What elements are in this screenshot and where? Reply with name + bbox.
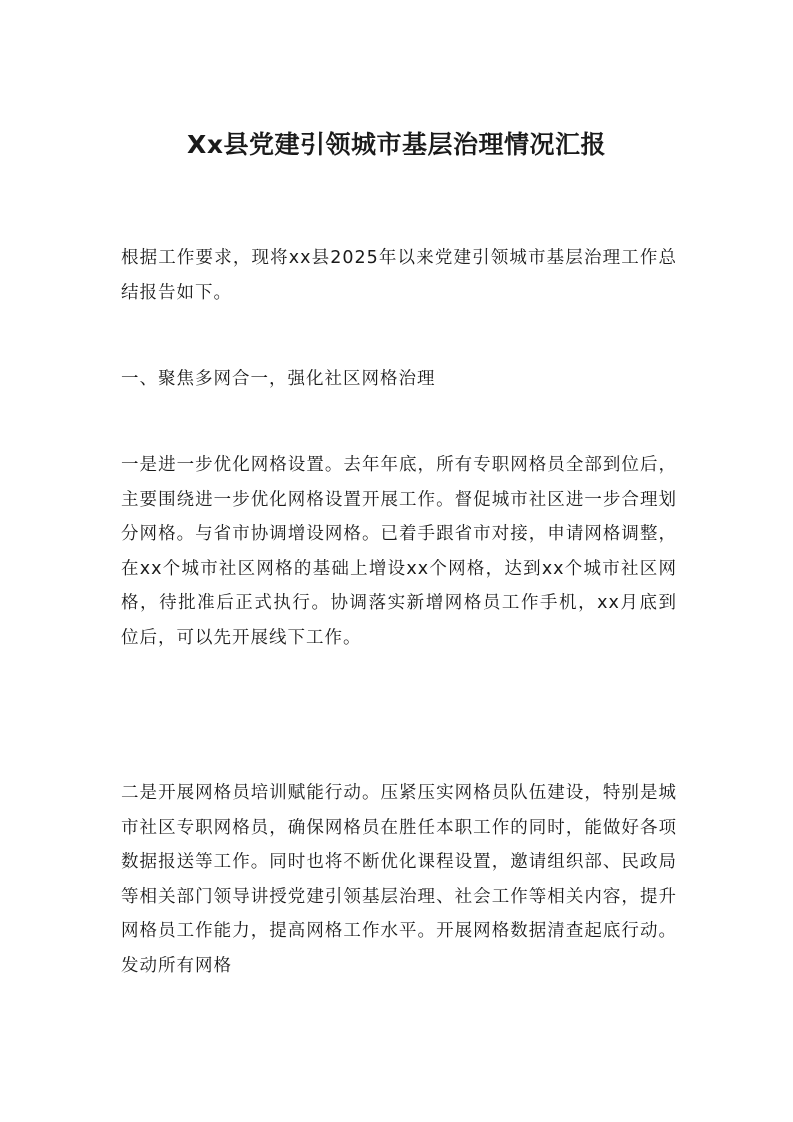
body-paragraph-2: 二是开展网格员培训赋能行动。压紧压实网格员队伍建设，特别是城市社区专职网格员，确保网格员在胜任本职工作的同时，能做好各项数据报送等工作。同时也将不断优化课程设置，邀请组织部、民政局等相关部门领导讲授党建引领基层治理、社会工作等相关内容，提升网格员工作能力，提高网格工作水平。开展网格数据清查起底行动。发动所有网格 — [121, 783, 677, 976]
section-heading: 一、聚焦多网合一，强化社区网格治理 — [121, 369, 436, 389]
document-title: Xx县党建引领城市基层治理情况汇报 — [187, 130, 606, 159]
body-paragraph-1: 一是进一步优化网格设置。去年年底，所有专职网格员全部到位后，主要围绕进一步优化网格设置开展工作。督促城市社区进一步合理划分网格。与省市协调增设网格。已着手跟省市对接，申请网格调整，在xx个城市社区网格的基础上增设xx个网格，达到xx个城市社区网格，待批准后正式执行。协调落实新增网格员工作手机，xx月底到位后，可以先开展线下工作。 — [121, 455, 677, 648]
intro-paragraph: 根据工作要求，现将xx县2025年以来党建引领城市基层治理工作总结报告如下。 — [121, 248, 677, 303]
